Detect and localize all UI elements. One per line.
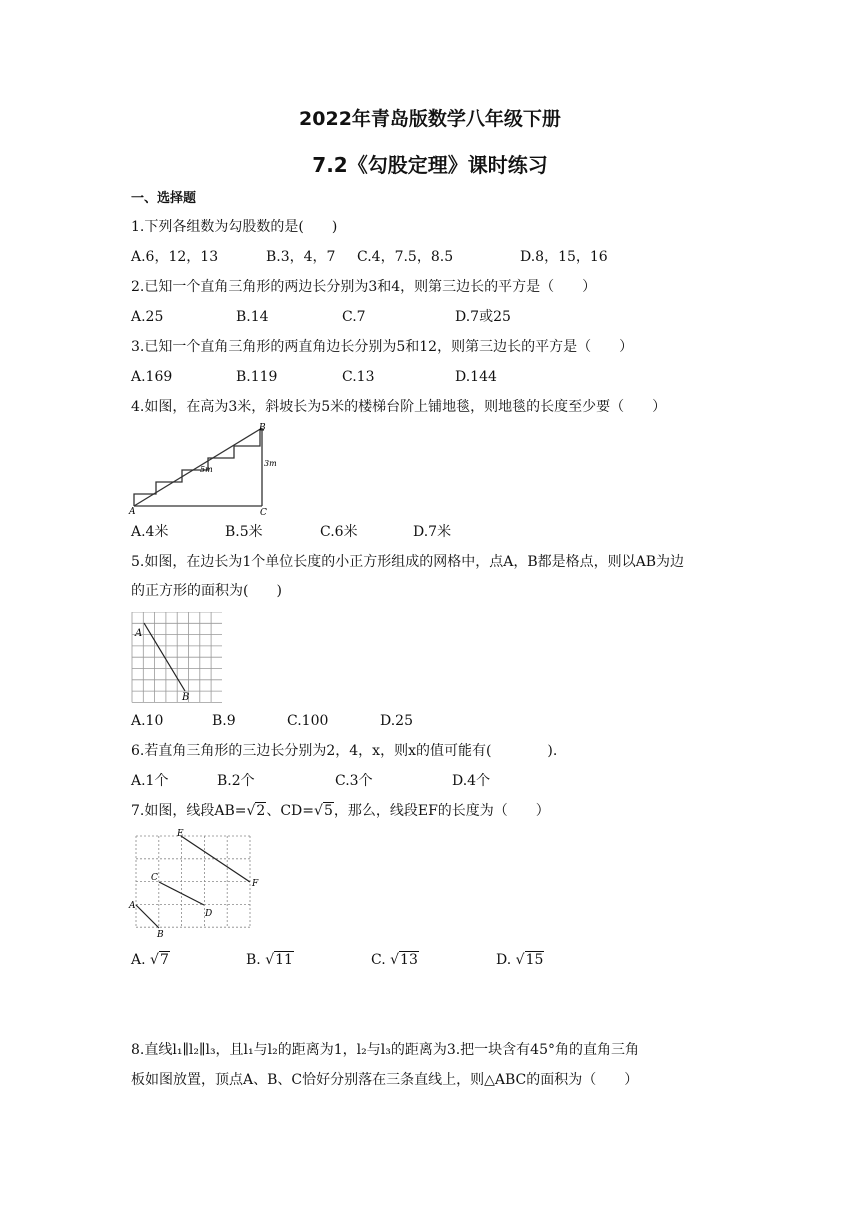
question-4-stem: 4.如图，在高为3米，斜坡长为5米的楼梯台阶上铺地毯，则地毯的长度至少要（ ） xyxy=(131,399,667,415)
question-3-option-a: A.169 xyxy=(131,369,173,385)
question-8-stem-line1: 8.直线l₁∥l₂∥l₃，且l₁与l₂的距离为1，l₂与l₃的距离为3.把一块含有45°角的直角三角 xyxy=(131,1042,639,1058)
figure-slope-label: 5m xyxy=(200,465,213,474)
question-3-option-c: C.13 xyxy=(342,369,375,385)
grid7-label-d: D xyxy=(205,909,213,919)
question-4-option-a: A.4米 xyxy=(131,524,169,540)
grid-label-a: A xyxy=(135,628,143,639)
question-7-stem-part3: ，那么，线段EF的长度为（ ） xyxy=(333,803,550,819)
question-7-option-d: D. √15 xyxy=(496,952,544,968)
question-1-option-c: C.4，7.5，8.5 xyxy=(357,249,454,265)
question-1-option-a: A.6，12，13 xyxy=(131,249,219,265)
question-7-option-b: B. √11 xyxy=(246,952,293,968)
grid7-label-b: B xyxy=(157,930,164,938)
question-2-option-a: A.25 xyxy=(131,309,164,325)
sqrt-2: √2 xyxy=(246,803,266,819)
question-5-stem-line2: 的正方形的面积为( ) xyxy=(131,583,282,599)
question-4-option-b: B.5米 xyxy=(225,524,263,540)
question-5-option-d: D.25 xyxy=(380,713,413,729)
question-5-option-b: B.9 xyxy=(212,713,236,729)
question-5-stem-line1: 5.如图，在边长为1个单位长度的小正方形组成的网格中，点A，B都是格点，则以AB为边 xyxy=(131,554,685,570)
question-7-option-c: C. √13 xyxy=(371,952,418,968)
figure-height-label: 3m xyxy=(264,459,277,468)
grid7-label-c: C xyxy=(151,873,158,883)
question-2-option-d: D.7或25 xyxy=(455,309,511,325)
figure-label-b: B xyxy=(259,423,266,433)
question-7-stem-part1: 7.如图，线段AB= xyxy=(131,803,247,819)
question-2-option-c: C.7 xyxy=(342,309,366,325)
figure-label-a: A xyxy=(129,507,136,516)
question-2-stem: 2.已知一个直角三角形的两边长分别为3和4，则第三边长的平方是（ ） xyxy=(131,279,597,295)
worksheet-title: 2022年青岛版数学八年级下册 xyxy=(299,108,561,130)
question-1-option-b: B.3，4，7 xyxy=(266,249,336,265)
question-2-option-b: B.14 xyxy=(236,309,269,325)
question-5-option-c: C.100 xyxy=(287,713,329,729)
question-7-stem-part2: 、CD= xyxy=(266,803,315,819)
question-4-option-d: D.7米 xyxy=(413,524,452,540)
question-7-option-a: A. √7 xyxy=(131,952,169,968)
sqrt-5: √5 xyxy=(314,803,333,819)
section-heading: 一、选择题 xyxy=(131,191,197,206)
question-3-stem: 3.已知一个直角三角形的两直角边长分别为5和12，则第三边长的平方是（ ） xyxy=(131,339,634,355)
question-1-option-d: D.8，15，16 xyxy=(520,249,608,265)
question-6-option-d: D.4个 xyxy=(452,773,491,789)
grid7-label-e: E xyxy=(177,829,184,839)
grid-figure-efcd xyxy=(128,828,264,938)
grid-label-b: B xyxy=(182,692,190,703)
grid-figure-ab xyxy=(130,612,222,704)
question-6-option-a: A.1个 xyxy=(131,773,169,789)
question-6-option-c: C.3个 xyxy=(335,773,373,789)
question-7-stem xyxy=(131,802,550,820)
question-3-option-d: D.144 xyxy=(455,369,497,385)
grid7-label-a: A xyxy=(129,901,136,911)
question-8-stem-line2: 板如图放置，顶点A、B、C恰好分别落在三条直线上，则△ABC的面积为（ ） xyxy=(131,1072,639,1088)
worksheet-subtitle: 7.2《勾股定理》课时练习 xyxy=(312,153,548,177)
question-1-stem: 1.下列各组数为勾股数的是( ) xyxy=(131,219,338,235)
staircase-figure xyxy=(128,420,278,516)
question-6-option-b: B.2个 xyxy=(217,773,255,789)
question-3-option-b: B.119 xyxy=(236,369,278,385)
grid7-label-f: F xyxy=(252,879,259,889)
question-4-option-c: C.6米 xyxy=(320,524,358,540)
question-6-stem: 6.若直角三角形的三边长分别为2，4，x，则x的值可能有( ). xyxy=(131,743,558,759)
question-5-option-a: A.10 xyxy=(131,713,164,729)
figure-label-c: C xyxy=(260,508,267,516)
